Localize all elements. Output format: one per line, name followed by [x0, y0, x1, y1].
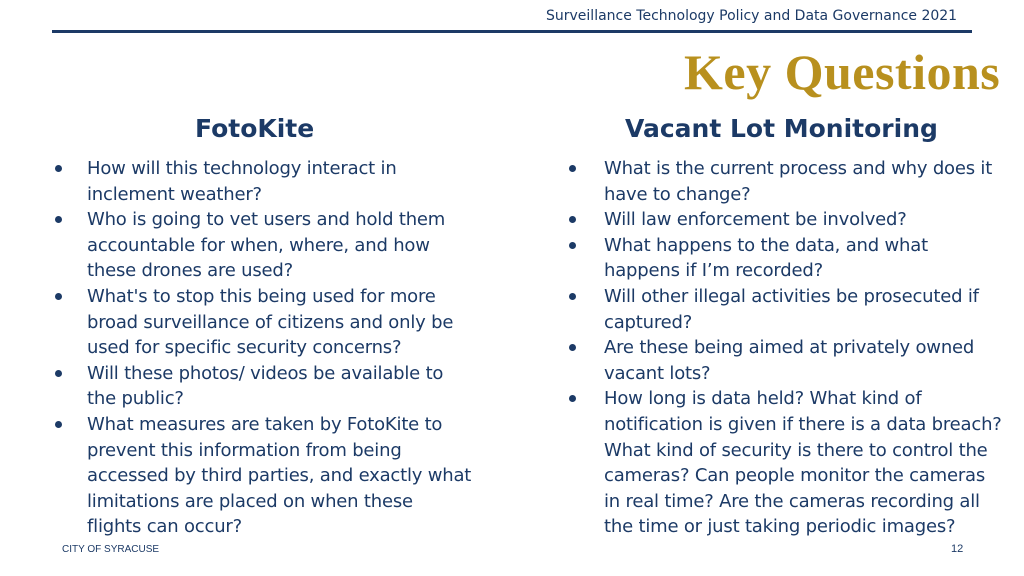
question-item: What's to stop this being used for more broad surveillance of citizens and only be used for specific security concerns? — [52, 284, 472, 361]
vacant-lot-question-list — [566, 156, 1006, 540]
question-item: How will this technology interact in inclement weather? — [52, 156, 472, 207]
question-item: What measures are taken by FotoKite to prevent this information from being accessed by third parties, and exactly what limitations are placed on when these flights can occur? — [52, 412, 472, 540]
question-item: What is the current process and why does it have to change? — [566, 156, 1006, 207]
slide-title: Key Questions — [684, 44, 1001, 100]
column-heading-fotokite: FotoKite — [195, 114, 315, 143]
column-heading-vacant-lot: Vacant Lot Monitoring — [625, 114, 938, 143]
header-divider — [52, 30, 972, 33]
page-number: 12 — [951, 543, 964, 555]
question-item: Who is going to vet users and hold them accountable for when, where, and how these drones are used? — [52, 207, 472, 284]
fotokite-question-list — [52, 156, 472, 540]
header-title: Surveillance Technology Policy and Data Governance 2021 — [546, 8, 958, 24]
footer-organization: CITY OF SYRACUSE — [62, 544, 160, 555]
question-item: What happens to the data, and what happens if I’m recorded? — [566, 233, 1006, 284]
question-item: Will other illegal activities be prosecuted if captured? — [566, 284, 1006, 335]
question-item: How long is data held? What kind of notification is given if there is a data breach? What kind of security is there to control the cameras? Can people monitor the cameras in real time? Are the cameras recording all the time or just taking periodic images? — [566, 386, 1006, 540]
question-item: Are these being aimed at privately owned vacant lots? — [566, 335, 1006, 386]
question-item: Will these photos/ videos be available to the public? — [52, 361, 472, 412]
question-item: Will law enforcement be involved? — [566, 207, 1006, 233]
